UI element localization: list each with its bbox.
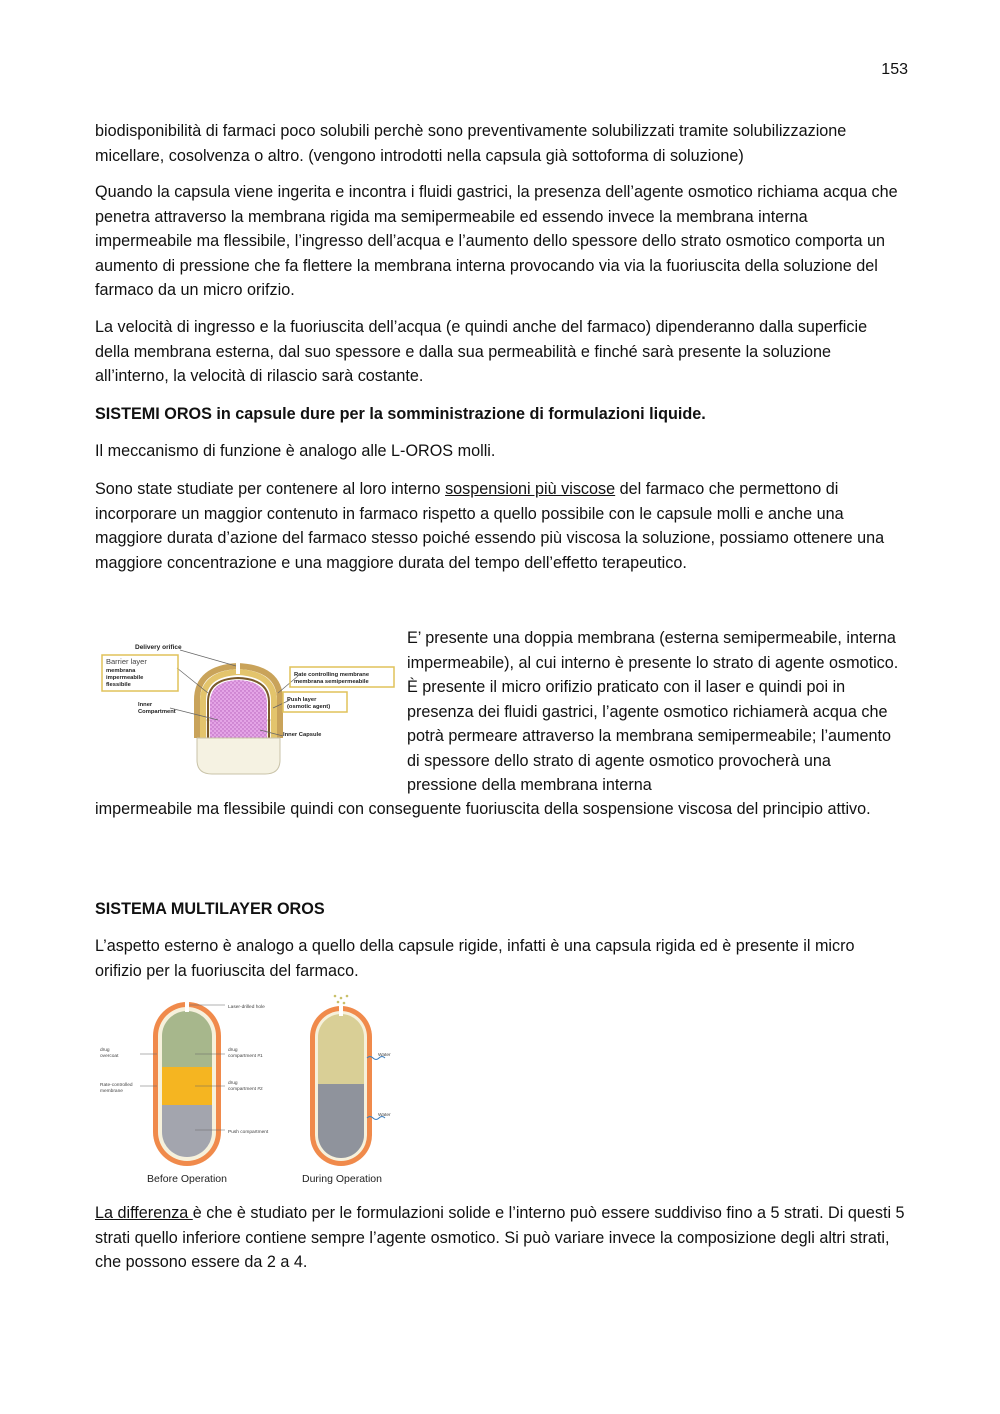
label-before-operation: Before Operation — [147, 1173, 227, 1185]
label-comp2-2: compartment #2 — [228, 1087, 263, 1092]
label-comp2-1: drug — [228, 1081, 238, 1086]
paragraph-double-membrane: E’ presente una doppia membrana (esterna semipermeabile, interna impermeabile), al cui interno è presente lo strato di agente osmotico. È presente il micro orifizio praticato con il laser e quindi poi in presenza dei fluidi gastrici, l’agente osmotico richiamerà acqua che potrà permeare attraverso la membrana semipermeabile; l’aumento di spessore dello strato di agente osmotico provocherà una pressione della membrana interna — [407, 629, 899, 794]
label-during-operation: During Operation — [302, 1173, 382, 1185]
label-water-2: Water — [378, 1113, 391, 1118]
paragraph-external-aspect: L’aspetto esterno è analogo a quello della capsule rigide, infatti è una capsula rigida ed è presente il micro orifizio per la fuoriuscita del farmaco. — [95, 937, 855, 980]
underlined-term: sospensioni più viscose — [445, 480, 616, 498]
label-push-compartment: Push compartment — [228, 1130, 269, 1135]
capsule-during — [310, 995, 391, 1166]
label-inner-compartment-1: Inner — [138, 702, 153, 708]
label-inner-compartment-2: Compartment — [138, 709, 176, 715]
heading-multilayer-oros: SISTEMA MULTILAYER OROS — [95, 900, 325, 918]
text-run: Sono state studiate per contenere al loro interno — [95, 480, 446, 498]
label-osmotic-agent: (osmotic agent) — [287, 704, 331, 710]
label-delivery-orifice: Delivery orifice — [135, 644, 182, 651]
label-comp1-2: compartment #1 — [228, 1054, 263, 1059]
figure-hard-capsule-diagram — [100, 638, 398, 780]
label-rate-membrane-1: Rate-controlled — [100, 1083, 133, 1088]
label-laser-hole: Laser-drilled hole — [228, 1005, 265, 1010]
label-barrier-3: impermeabile — [106, 675, 144, 681]
paragraph-analogous: Il meccanismo di funzione è analogo alle L-OROS molli. — [95, 442, 496, 460]
paragraph-release-rate: La velocità di ingresso e la fuoriuscita dell’acqua (e quindi anche del farmaco) dipenderanno dalla superficie della membrana esterna, dal suo spessore e dalla sua permeabilità e finché sarà presente la soluzione all’interno, la velocità di rilascio sarà costante. — [95, 318, 868, 385]
label-rate-membrane-2: membrane — [100, 1089, 123, 1094]
label-water-1: Water — [378, 1053, 391, 1058]
push-compartment — [162, 1105, 212, 1157]
paragraph-double-membrane-cont: impermeabile ma flessibile quindi con conseguente fuoriuscita della sospensione viscosa del principio attivo. — [95, 800, 871, 818]
paragraph-bioavailability: biodisponibilità di farmaci poco solubili perchè sono preventivamente solubilizzati tramite solubilizzazione micellare, cosolvenza o altro. (vengono introdotti nella capsula già sottoforma di soluzione) — [95, 122, 847, 165]
paragraph-mechanism: Quando la capsula viene ingerita e incontra i fluidi gastrici, la presenza dell’agente osmotico richiama acqua che penetra attraverso la membrana rigida ma semipermeabile ed essendo invece la membrana interna impermeabile ma flessibile, l’ingresso dell’acqua e l’aumento dello spessore dello strato osmotico comporta un aumento di pressione che fa flettere la membrana interna provocando via via la fuoriuscita della soluzione del farmaco da un micro orifzio. — [95, 183, 898, 299]
page-number: 153 — [881, 61, 908, 78]
inner-compartment — [210, 680, 267, 738]
label-drug-overcoat-1: drug — [100, 1048, 110, 1053]
label-rate-membrane-it: membrana semipermeabile — [294, 679, 369, 685]
paragraph-difference — [95, 1201, 905, 1275]
label-barrier-4: flessibile — [106, 682, 131, 688]
label-drug-overcoat-2: overcoat — [100, 1054, 119, 1059]
text-run: del farmaco che permettono di incorporare un maggior contenuto in farmaco rispetto a quello possibile con le capsule molli e anche una maggiore durata d’azione del farmaco stesso poiché essendo più viscosa la soluzione, possiamo ottenere una maggiore concentrazione e una maggiore durata del tempo dell’effetto terapeutico. — [95, 480, 885, 572]
heading-oros-hard-capsules: SISTEMI OROS in capsule dure per la somministrazione di formulazioni liquide. — [95, 405, 706, 423]
underlined-term: La differenza — [95, 1204, 193, 1222]
label-barrier-2: membrana — [106, 668, 136, 674]
label-barrier-layer: Barrier layer — [106, 657, 147, 666]
drug-compartment-1 — [162, 1011, 212, 1067]
label-comp1-1: drug — [228, 1048, 238, 1053]
figure-multilayer-oros — [95, 994, 405, 1189]
label-rate-membrane: Rate controlling membrane — [294, 672, 370, 678]
text-run: è che è studiato per le formulazioni solide e l’interno può essere suddiviso fino a 5 strati. Di questi 5 strati quello inferiore contiene sempre l’agente osmotico. Si può variare invece la composizione degli altri strati, che possono essere da 2 a 4. — [95, 1204, 905, 1271]
label-push-layer: Push layer — [287, 697, 317, 703]
paragraph-suspensions — [95, 477, 905, 575]
label-inner-capsule: Inner Capsule — [283, 732, 322, 738]
